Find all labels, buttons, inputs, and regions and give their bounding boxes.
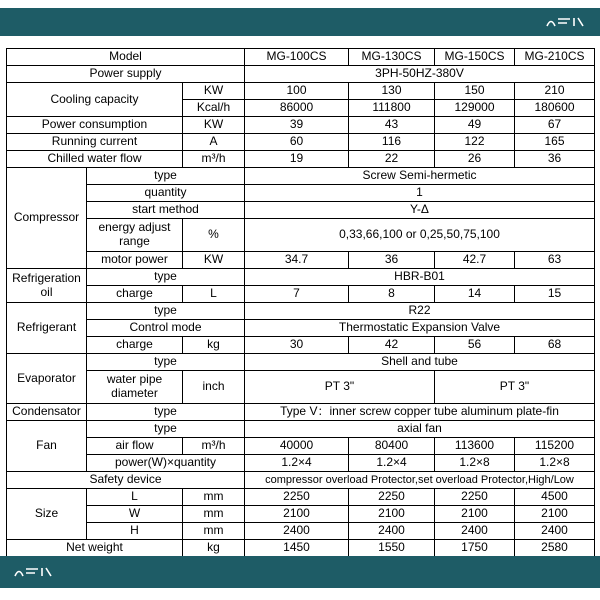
- row-refrigeration-oil-charge: [7, 286, 595, 303]
- row-compressor-start-method: [7, 202, 595, 219]
- value-cell: 36: [349, 252, 435, 269]
- value-cell: 2400: [245, 523, 349, 540]
- safety-device-value: compressor overload Protector,set overload Protector,High/Low: [245, 472, 595, 489]
- value-cell: 42: [349, 337, 435, 354]
- row-compressor-energy-adjust: [7, 219, 595, 252]
- value-cell: 1.2×8: [515, 455, 595, 472]
- brand-logo-icon: [544, 14, 586, 30]
- value-cell: 1.2×4: [245, 455, 349, 472]
- row-compressor-type: [7, 168, 595, 185]
- value-cell: 43: [349, 117, 435, 134]
- sub-label-power-quantity: power(W)×quantity: [87, 455, 245, 472]
- bottom-banner: [0, 556, 600, 588]
- value-cell: 22: [349, 151, 435, 168]
- section-label-refrigerant: Refrigerant: [7, 303, 87, 354]
- sub-label-water-pipe-diameter: water pipe diameter: [87, 371, 183, 404]
- row-model: [7, 49, 595, 66]
- row-power-supply: [7, 66, 595, 83]
- sub-label-air-flow: air flow: [87, 438, 183, 455]
- model-name-cell: MG-100CS: [245, 49, 349, 66]
- value-cell: 115200: [515, 438, 595, 455]
- row-compressor-quantity: [7, 185, 595, 202]
- value-cell: 56: [435, 337, 515, 354]
- value-cell: 63: [515, 252, 595, 269]
- sub-label-control-mode: Control mode: [87, 320, 245, 337]
- value-cell: 210: [515, 83, 595, 100]
- value-cell: 2250: [245, 489, 349, 506]
- row-label-net-weight: Net weight: [7, 540, 183, 557]
- row-power-consumption: [7, 117, 595, 134]
- value-cell: 2400: [349, 523, 435, 540]
- unit-cell: KW: [183, 83, 245, 100]
- value-cell: 1: [245, 185, 595, 202]
- brand-logo-icon: [12, 564, 54, 580]
- row-refrigerant-charge: [7, 337, 595, 354]
- value-cell: Screw Semi-hermetic: [245, 168, 595, 185]
- sub-label-charge: charge: [87, 337, 183, 354]
- section-label-size: Size: [7, 489, 87, 540]
- value-cell: 2100: [515, 506, 595, 523]
- row-cooling-capacity-kw: [7, 83, 595, 100]
- value-cell: 100: [245, 83, 349, 100]
- sub-label-quantity: quantity: [87, 185, 245, 202]
- sub-label-type: type: [87, 404, 245, 421]
- power-supply-value: 3PH-50HZ-380V: [245, 66, 595, 83]
- value-cell: 14: [435, 286, 515, 303]
- value-cell: 1550: [349, 540, 435, 557]
- value-cell: 122: [435, 134, 515, 151]
- row-size-h: [7, 523, 595, 540]
- row-size-l: [7, 489, 595, 506]
- value-cell: 2400: [515, 523, 595, 540]
- value-cell: 36: [515, 151, 595, 168]
- value-cell: 2100: [349, 506, 435, 523]
- value-cell: 180600: [515, 100, 595, 117]
- value-cell: 8: [349, 286, 435, 303]
- unit-cell: kg: [183, 337, 245, 354]
- value-cell: 1.2×8: [435, 455, 515, 472]
- row-running-current: [7, 134, 595, 151]
- section-label-condensator: Condensator: [7, 404, 87, 421]
- row-refrigeration-oil-type: [7, 269, 595, 286]
- top-banner: [0, 8, 600, 36]
- row-chilled-water-flow: [7, 151, 595, 168]
- value-cell: 2100: [435, 506, 515, 523]
- row-refrigerant-control-mode: [7, 320, 595, 337]
- unit-cell: KW: [183, 117, 245, 134]
- sub-label-length: L: [87, 489, 183, 506]
- sub-label-width: W: [87, 506, 183, 523]
- value-cell: Thermostatic Expansion Valve: [245, 320, 595, 337]
- sub-label-type: type: [87, 354, 245, 371]
- sub-label-type: type: [87, 168, 245, 185]
- value-cell: 150: [435, 83, 515, 100]
- unit-cell: %: [183, 219, 245, 252]
- row-refrigerant-type: [7, 303, 595, 320]
- model-name-cell: MG-130CS: [349, 49, 435, 66]
- row-label-power-consumption: Power consumption: [7, 117, 183, 134]
- value-cell: 30: [245, 337, 349, 354]
- value-cell: 34.7: [245, 252, 349, 269]
- value-cell: 19: [245, 151, 349, 168]
- value-cell: 39: [245, 117, 349, 134]
- value-cell: 42.7: [435, 252, 515, 269]
- model-name-cell: MG-210CS: [515, 49, 595, 66]
- unit-cell: L: [183, 286, 245, 303]
- model-row-label: Model: [7, 49, 245, 66]
- row-label-power-supply: Power supply: [7, 66, 245, 83]
- row-net-weight: [7, 540, 595, 557]
- unit-cell: inch: [183, 371, 245, 404]
- row-fan-power-quantity: [7, 455, 595, 472]
- value-cell: 2250: [349, 489, 435, 506]
- value-cell: 1450: [245, 540, 349, 557]
- unit-cell: mm: [183, 523, 245, 540]
- unit-cell: m³/h: [183, 438, 245, 455]
- unit-cell: Kcal/h: [183, 100, 245, 117]
- row-label-cooling-capacity: Cooling capacity: [7, 83, 183, 117]
- value-cell: 49: [435, 117, 515, 134]
- value-cell: 111800: [349, 100, 435, 117]
- value-cell: 80400: [349, 438, 435, 455]
- row-size-w: [7, 506, 595, 523]
- row-label-chilled-water-flow: Chilled water flow: [7, 151, 183, 168]
- value-cell: Y-Δ: [245, 202, 595, 219]
- value-cell: 1.2×4: [349, 455, 435, 472]
- sub-label-charge: charge: [87, 286, 183, 303]
- model-name-cell: MG-150CS: [435, 49, 515, 66]
- section-label-compressor: Compressor: [7, 168, 87, 269]
- spec-table: [6, 48, 595, 557]
- sub-label-type: type: [87, 303, 245, 320]
- value-cell: PT 3": [245, 371, 435, 404]
- section-label-evaporator: Evaporator: [7, 354, 87, 404]
- sub-label-type: type: [87, 421, 245, 438]
- unit-cell: mm: [183, 506, 245, 523]
- value-cell: 2580: [515, 540, 595, 557]
- sub-label-type: type: [87, 269, 245, 286]
- value-cell: HBR-B01: [245, 269, 595, 286]
- unit-cell: kg: [183, 540, 245, 557]
- value-cell: 15: [515, 286, 595, 303]
- section-label-refrigeration-oil: Refrigeration oil: [7, 269, 87, 303]
- value-cell: 26: [435, 151, 515, 168]
- value-cell: 129000: [435, 100, 515, 117]
- value-cell: 2400: [435, 523, 515, 540]
- value-cell: 1750: [435, 540, 515, 557]
- value-cell: axial fan: [245, 421, 595, 438]
- unit-cell: m³/h: [183, 151, 245, 168]
- row-fan-air-flow: [7, 438, 595, 455]
- value-cell: 68: [515, 337, 595, 354]
- value-cell: 130: [349, 83, 435, 100]
- value-cell: 40000: [245, 438, 349, 455]
- row-label-running-current: Running current: [7, 134, 183, 151]
- value-cell: 113600: [435, 438, 515, 455]
- row-safety-device: [7, 472, 595, 489]
- value-cell: R22: [245, 303, 595, 320]
- value-cell: 67: [515, 117, 595, 134]
- value-cell: 7: [245, 286, 349, 303]
- value-cell: PT 3": [435, 371, 595, 404]
- value-cell: 4500: [515, 489, 595, 506]
- sub-label-motor-power: motor power: [87, 252, 183, 269]
- value-cell: 60: [245, 134, 349, 151]
- value-cell: 0,33,66,100 or 0,25,50,75,100: [245, 219, 595, 252]
- row-label-safety-device: Safety device: [7, 472, 245, 489]
- value-cell: Type V：inner screw copper tube aluminum plate-fin: [245, 404, 595, 421]
- sub-label-energy-adjust-range: energy adjust range: [87, 219, 183, 252]
- value-cell: 116: [349, 134, 435, 151]
- value-cell: 2250: [435, 489, 515, 506]
- sub-label-start-method: start method: [87, 202, 245, 219]
- unit-cell: A: [183, 134, 245, 151]
- row-evaporator-type: [7, 354, 595, 371]
- row-evaporator-water-pipe: [7, 371, 595, 404]
- value-cell: 86000: [245, 100, 349, 117]
- row-condensator-type: [7, 404, 595, 421]
- value-cell: 165: [515, 134, 595, 151]
- row-compressor-motor-power: [7, 252, 595, 269]
- value-cell: Shell and tube: [245, 354, 595, 371]
- section-label-fan: Fan: [7, 421, 87, 472]
- unit-cell: mm: [183, 489, 245, 506]
- row-fan-type: [7, 421, 595, 438]
- value-cell: 2100: [245, 506, 349, 523]
- sub-label-height: H: [87, 523, 183, 540]
- unit-cell: KW: [183, 252, 245, 269]
